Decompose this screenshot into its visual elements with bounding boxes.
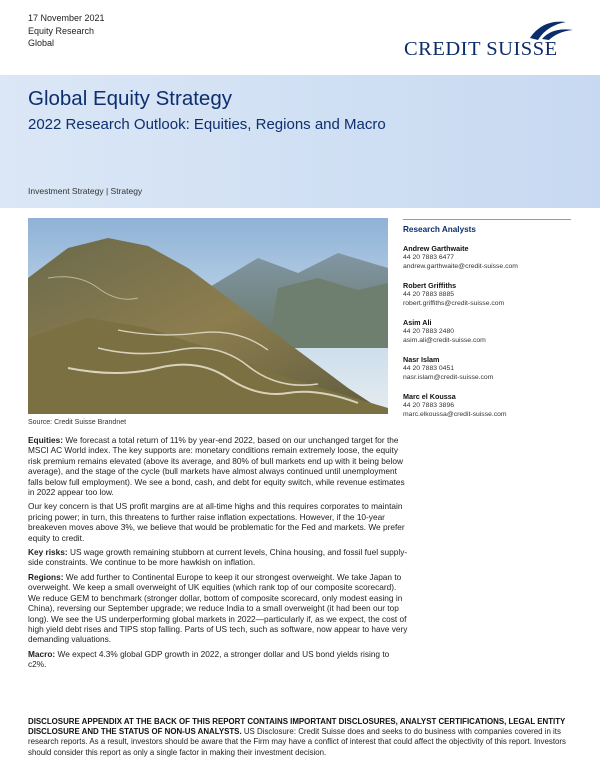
credit-suisse-logo [404,18,574,66]
analyst-name: Robert Griffiths [403,281,457,290]
equities-paragraph [28,435,408,497]
analyst-phone: 44 20 7883 8885 [403,291,455,298]
research-analysts-panel [403,219,571,429]
analyst-email[interactable]: asim.ali@credit-suisse.com [403,337,486,344]
title-banner [0,75,600,208]
key-risks-label: Key risks: [28,547,68,558]
analyst-phone: 44 20 7883 0451 [403,365,455,372]
analyst-name: Andrew Garthwaite [403,244,469,253]
disclosure-heading: DISCLOSURE APPENDIX AT THE BACK OF THIS REPORT CONTAINS IMPORTANT DISCLOSURES, ANALYST CERTIFICATIONS, LEGAL ENTITY DISCLOSURE AND THE STATUS OF NON-US ANALYSTS. [28,717,566,737]
analyst-entry [403,281,571,308]
macro-text: We expect 4.3% global GDP growth in 2022, a stronger dollar and US bond yields rising to c2%. [28,648,390,670]
analyst-email[interactable]: andrew.garthwaite@credit-suisse.com [403,263,518,270]
key-risks-text: US wage growth remaining stubborn at current levels, China housing, and fossil fuel supply-side constraints. We continue to be more hawkish on inflation. [28,547,408,568]
regions-paragraph [28,572,408,645]
analyst-entry [403,392,571,419]
macro-paragraph [28,649,408,670]
analysts-heading: Research Analysts [403,225,476,234]
analyst-name: Asim Ali [403,318,432,327]
page-title: Global Equity Strategy [28,87,232,110]
analyst-name: Nasr Islam [403,355,440,364]
cover-photo [28,218,388,414]
macro-label: Macro: [28,648,56,659]
analyst-phone: 44 20 7883 6477 [403,254,455,261]
profit-margin-paragraph: Our key concern is that US profit margins are at all-time highs and this requires corporates to maintain pricing power; in turn, this threatens to further raise inflation expectations. However, if the 10-year breakeven moves above 3%, we believe that would be problematic for the Fed and markets. We prefer equity to credit. [28,501,405,543]
equities-text: We forecast a total return of 11% by year-end 2022, based on our unchanged target for the MSCI AC World index. The key supports are: monetary conditions remain extremely loose, the equity risk premium remains elevated (above its average, and 80% of bull markets end up with it being below average), and the stage of the cycle (bull markets have almost always continued until unemployment falls below full employment). We see a bond, cash, and debt for equity switch, while revenue estimates in 2022 appear too low. [28,435,405,498]
key-risks-paragraph [28,547,408,568]
report-date: 17 November 2021 [28,13,105,23]
report-meta [28,12,105,50]
regions-text: We add further to Continental Europe to keep it our strongest overweight. We take Japan to overweight. We keep a small overweight of UK equities (which rank top of our composite scorecard). We reduce GEM to benchmark (stronger dollar, bottom of composite scorecard, only modest easing in China), reversing our September upgrade; we reduce India to a small overweight (it had been our top long). We see the US underperforming global markets in 2022—particularly if, as we expect, the cost of high yield debt rises and TIPS stop falling. Parts of US tech, such as software, now appear to have very demanding valuations. [28,571,408,645]
logo-wordmark: CREDIT SUISSE [404,38,558,60]
analyst-name: Marc el Koussa [403,392,456,401]
report-series: Investment Strategy | Strategy [28,186,143,196]
summary-body [28,435,408,674]
analyst-phone: 44 20 7883 3896 [403,402,455,409]
analyst-entry [403,318,571,345]
report-division: Equity Research [28,25,95,36]
photo-caption: Source: Credit Suisse Brandnet [28,419,127,426]
regions-label: Regions: [28,571,64,582]
equities-label: Equities: [28,435,64,445]
report-region: Global [28,38,55,48]
disclosure-text: US Disclosure: Credit Suisse does and seeks to do business with companies covered in its research reports. As a result, investors should be aware that the Firm may have a conflict of interest that could affect the objectivity of this report. Investors should consider this report as only a single factor in making their investment decision. [28,727,566,757]
analyst-email[interactable]: marc.elkoussa@credit-suisse.com [403,411,507,418]
analyst-phone: 44 20 7883 2480 [403,328,455,335]
page-subtitle: 2022 Research Outlook: Equities, Regions and Macro [28,116,386,133]
analyst-email[interactable]: nasr.islam@credit-suisse.com [403,374,494,381]
analyst-entry [403,355,571,382]
analyst-entry [403,244,571,271]
analyst-email[interactable]: robert.griffiths@credit-suisse.com [403,300,505,307]
disclosure-notice [28,717,574,758]
